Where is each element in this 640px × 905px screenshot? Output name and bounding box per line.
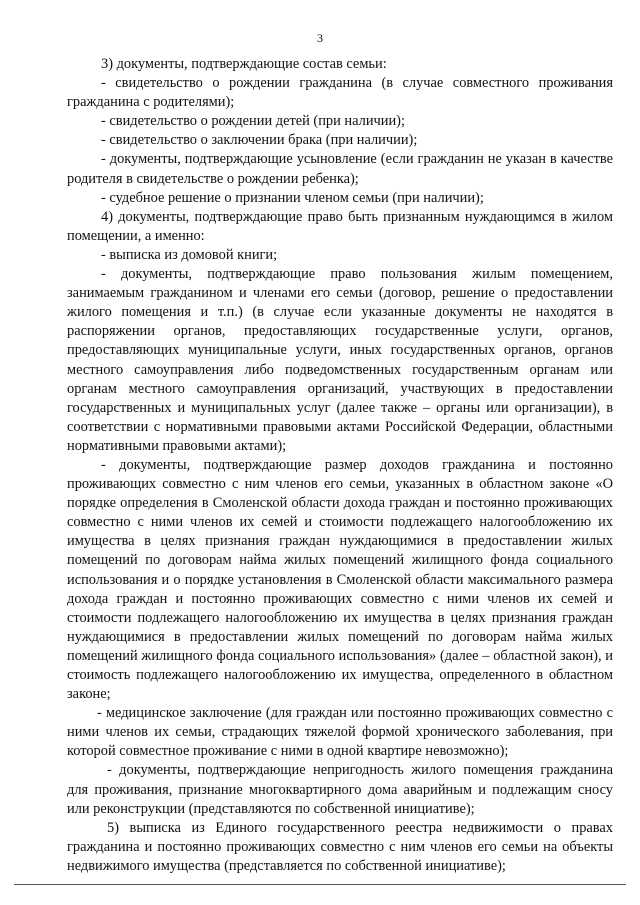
paragraph-birth-certificate-citizen: - свидетельство о рождении гражданина (в случае совместного проживания гражданина с родителями); xyxy=(67,75,613,111)
paragraph-registry-extract: 5) выписка из Единого государственного реестра недвижимости о правах гражданина и постоянно проживающих совместно с ним членов его семьи на объекты недвижимого имущества (представляется по собственной инициативе); xyxy=(67,819,613,874)
document-body xyxy=(67,55,613,876)
footer-divider xyxy=(14,884,626,885)
paragraph-marriage-certificate: - свидетельство о заключении брака (при наличии); xyxy=(101,132,418,149)
paragraph-birth-certificate-children: - свидетельство о рождении детей (при наличии); xyxy=(101,113,405,130)
paragraph-unfitness-docs: - документы, подтверждающие непригодность жилого помещения гражданина для проживания, признание многоквартирного дома аварийным и подлежащим сносу или реконструкции (представляются по собственной инициативе); xyxy=(67,762,613,817)
page-number: 3 xyxy=(317,31,323,45)
paragraph-right-of-use-docs: - документы, подтверждающие право пользования жилым помещением, занимаемым гражданином и членами его семьи (договор, решение о предоставлении жилого помещения и т.п.) (в случае если указанные документы не находятся в распоряжении органов, предоставляющих государственные услуги, органов, предоставляющих муниципальные услуги, иных государственных органов, органов местного самоуправления либо подведомственных государственным органам или органам местного самоуправления организаций, участвующих в предоставлении государственных и муниципальных услуг (далее также – органы или организации), в соответствии с нормативными правовыми актами Российской Федерации, областными нормативными правовыми актами); xyxy=(67,266,613,454)
paragraph-adoption-docs: - документы, подтверждающие усыновление (если гражданин не указан в качестве родителя в свидетельстве о рождении ребенка); xyxy=(67,151,613,187)
paragraph-house-book-extract: - выписка из домовой книги; xyxy=(101,246,278,263)
paragraph-court-decision: - судебное решение о признании членом семьи (при наличии); xyxy=(101,189,484,206)
paragraph-medical-conclusion: - медицинское заключение (для граждан или постоянно проживающих совместно с ними членов их семьи, страдающих тяжелой формой хронического заболевания, при которой совместное проживание с ними в одной квартире невозможно); xyxy=(67,705,613,760)
paragraph-family-docs: 3) документы, подтверждающие состав семьи: xyxy=(101,56,387,72)
paragraph-income-docs: - документы, подтверждающие размер доходов гражданина и постоянно проживающих совместно с ним членов его семьи, указанных в областном законе «О порядке определения в Смоленской области дохода граждан и постоянно проживающих совместно с ними членов их семей и стоимости подлежащего налогообложению их имущества в целях признания граждан нуждающимися в предоставлении жилых помещений по договорам найма жилых помещений жилищного фонда социального использования и о порядке установления в Смоленской области максимального размера дохода граждан и постоянно проживающих совместно с ними членов их семей и стоимости подлежащего налогообложению их имущества в целях признания граждан нуждающимися в предоставлении жилых помещений по договорам найма жилых помещений жилищного фонда социального использования» (далее – областной закон), и стоимость подлежащего налогообложению их имущества, определенного в областном законе; xyxy=(67,456,613,703)
paragraph-housing-need-docs: 4) документы, подтверждающие право быть признанным нуждающимся в жилом помещении, а именно: xyxy=(67,208,613,244)
